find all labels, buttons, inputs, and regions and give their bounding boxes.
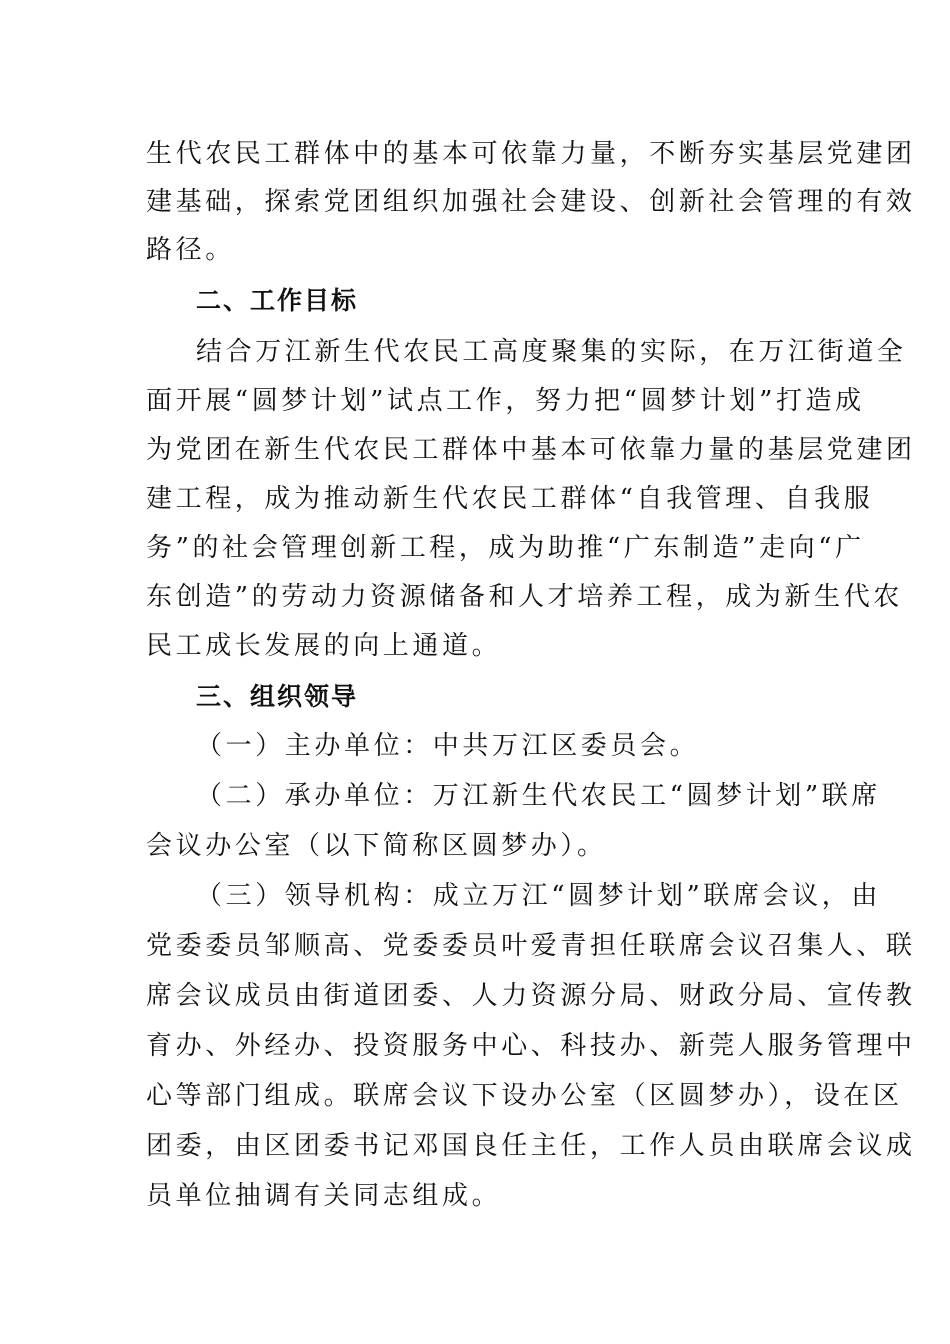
paragraph-line: 育办、外经办、投资服务中心、科技办、新莞人服务管理中: [146, 1031, 916, 1061]
paragraph-line: 党委委员邹顺高、党委委员叶爱青担任联席会议召集人、联: [146, 931, 916, 961]
paragraph-line: 生代农民工群体中的基本可依靠力量，不断夯实基层党建团: [146, 139, 916, 169]
paragraph-line: （二）承办单位：万江新生代农民工“圆梦计划”联席: [196, 781, 881, 811]
paragraph-line: 结合万江新生代农民工高度聚集的实际，在万江街道全: [196, 337, 907, 367]
paragraph-line: 会议办公室（以下简称区圆梦办）。: [146, 831, 607, 861]
paragraph-line: 为党团在新生代农民工群体中基本可依靠力量的基层党建团: [146, 435, 916, 465]
paragraph-line: 员单位抽调有关同志组成。: [146, 1181, 502, 1211]
paragraph-line: 建工程，成为推动新生代农民工群体“自我管理、自我服: [146, 484, 874, 514]
paragraph-line: 席会议成员由街道团委、人力资源分局、财政分局、宣传教: [146, 981, 916, 1011]
paragraph-line: （三）领导机构：成立万江“圆梦计划”联席会议，由: [196, 881, 881, 911]
paragraph-line: 团委，由区团委书记邓国良任主任，工作人员由联席会议成: [146, 1131, 916, 1161]
paragraph-line: 面开展“圆梦计划”试点工作，努力把“圆梦计划”打造成: [146, 386, 865, 416]
section-heading-organization: 三、组织领导: [196, 682, 359, 711]
paragraph-line: 建基础，探索党团组织加强社会建设、创新社会管理的有效: [146, 187, 916, 217]
section-heading-work-goals: 二、工作目标: [196, 286, 359, 315]
paragraph-line: 民工成长发展的向上通道。: [146, 631, 502, 661]
paragraph-line: （一）主办单位：中共万江区委员会。: [196, 731, 700, 761]
paragraph-line: 路径。: [146, 235, 235, 265]
paragraph-line: 东创造”的劳动力资源储备和人才培养工程，成为新生代农: [146, 582, 903, 612]
paragraph-line: 心等部门组成。联席会议下设办公室（区圆梦办），设在区: [146, 1081, 903, 1111]
paragraph-line: 务”的社会管理创新工程，成为助推“广东制造”走向“广: [146, 533, 865, 563]
